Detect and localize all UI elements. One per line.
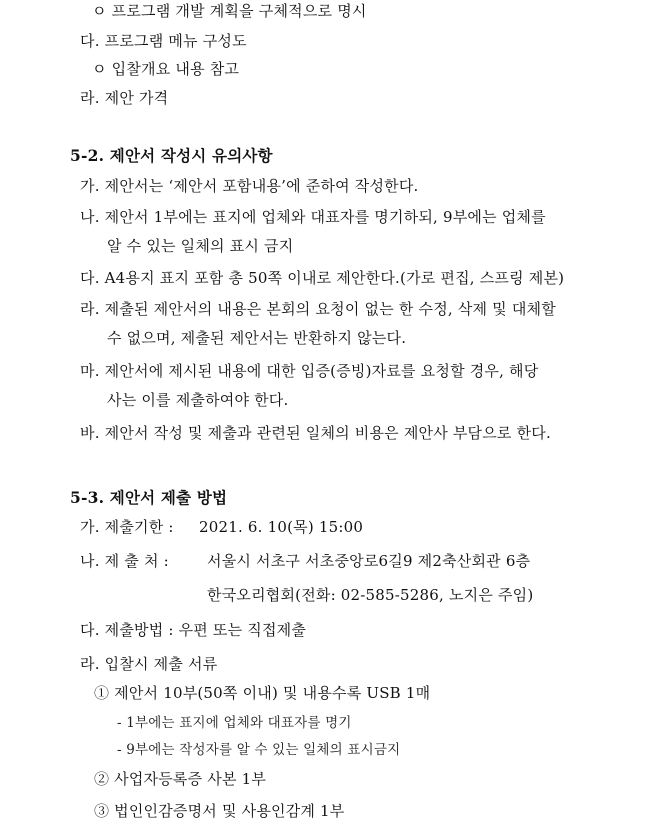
- deadline-value: 2021. 6. 10(목) 15:00: [199, 518, 364, 536]
- section-heading-5-3: 5-3. 제안서 제출 방법: [70, 488, 228, 507]
- doc-item-2: ② 사업자등록증 사본 1부: [94, 770, 267, 788]
- item-ga: 가. 제안서는 ‘제안서 포함내용’에 준하여 작성한다.: [80, 177, 419, 195]
- bullet-line: ㅇ 프로그램 개발 계획을 구체적으로 명시: [92, 2, 367, 20]
- item-ra-price: 라. 제안 가격: [80, 89, 169, 107]
- item-ma-cont: 사는 이를 제출하여야 한다.: [107, 391, 289, 409]
- doc-item-1-note-a: - 1부에는 표지에 업체와 대표자를 명기: [117, 715, 352, 731]
- item-da-menu: 다. 프로그램 메뉴 구성도: [80, 32, 247, 50]
- item-na-cont: 알 수 있는 일체의 표시 금지: [107, 237, 294, 255]
- doc-item-1: ① 제안서 10부(50쪽 이내) 및 내용수록 USB 1매: [94, 684, 431, 702]
- item-na: 나. 제안서 1부에는 표지에 업체와 대표자를 명기하되, 9부에는 업체를: [80, 208, 546, 226]
- item-ra-cont: 수 없으며, 제출된 제안서는 반환하지 않는다.: [107, 329, 407, 347]
- submit-contact: 한국오리협회(전화: 02-585-5286, 노지은 주임): [207, 586, 534, 604]
- submit-method: 다. 제출방법 : 우편 또는 직접제출: [80, 621, 307, 639]
- bullet-line: ㅇ 입찰개요 내용 참고: [92, 60, 240, 78]
- item-ma: 마. 제안서에 제시된 내용에 대한 입증(증빙)자료를 요청할 경우, 해당: [80, 362, 539, 380]
- item-da: 다. A4용지 표지 포함 총 50쪽 이내로 제안한다.(가로 편집, 스프링 제본): [80, 269, 565, 287]
- deadline-label: 가. 제출기한 :: [80, 518, 174, 536]
- submit-address: 서울시 서초구 서초중앙로6길9 제2축산회관 6층: [207, 552, 531, 570]
- section-heading-5-2: 5-2. 제안서 작성시 유의사항: [70, 146, 273, 165]
- doc-item-1-note-b: - 9부에는 작성자를 알 수 있는 일체의 표시금지: [117, 742, 401, 758]
- doc-item-3: ③ 법인인감증명서 및 사용인감계 1부: [94, 802, 345, 820]
- item-ba: 바. 제안서 작성 및 제출과 관련된 일체의 비용은 제안사 부담으로 한다.: [80, 424, 551, 442]
- submit-place-label: 나. 제 출 처 :: [80, 552, 169, 570]
- item-ra: 라. 제출된 제안서의 내용은 본회의 요청이 없는 한 수정, 삭제 및 대체할: [80, 300, 556, 318]
- required-docs-heading: 라. 입찰시 제출 서류: [80, 655, 218, 673]
